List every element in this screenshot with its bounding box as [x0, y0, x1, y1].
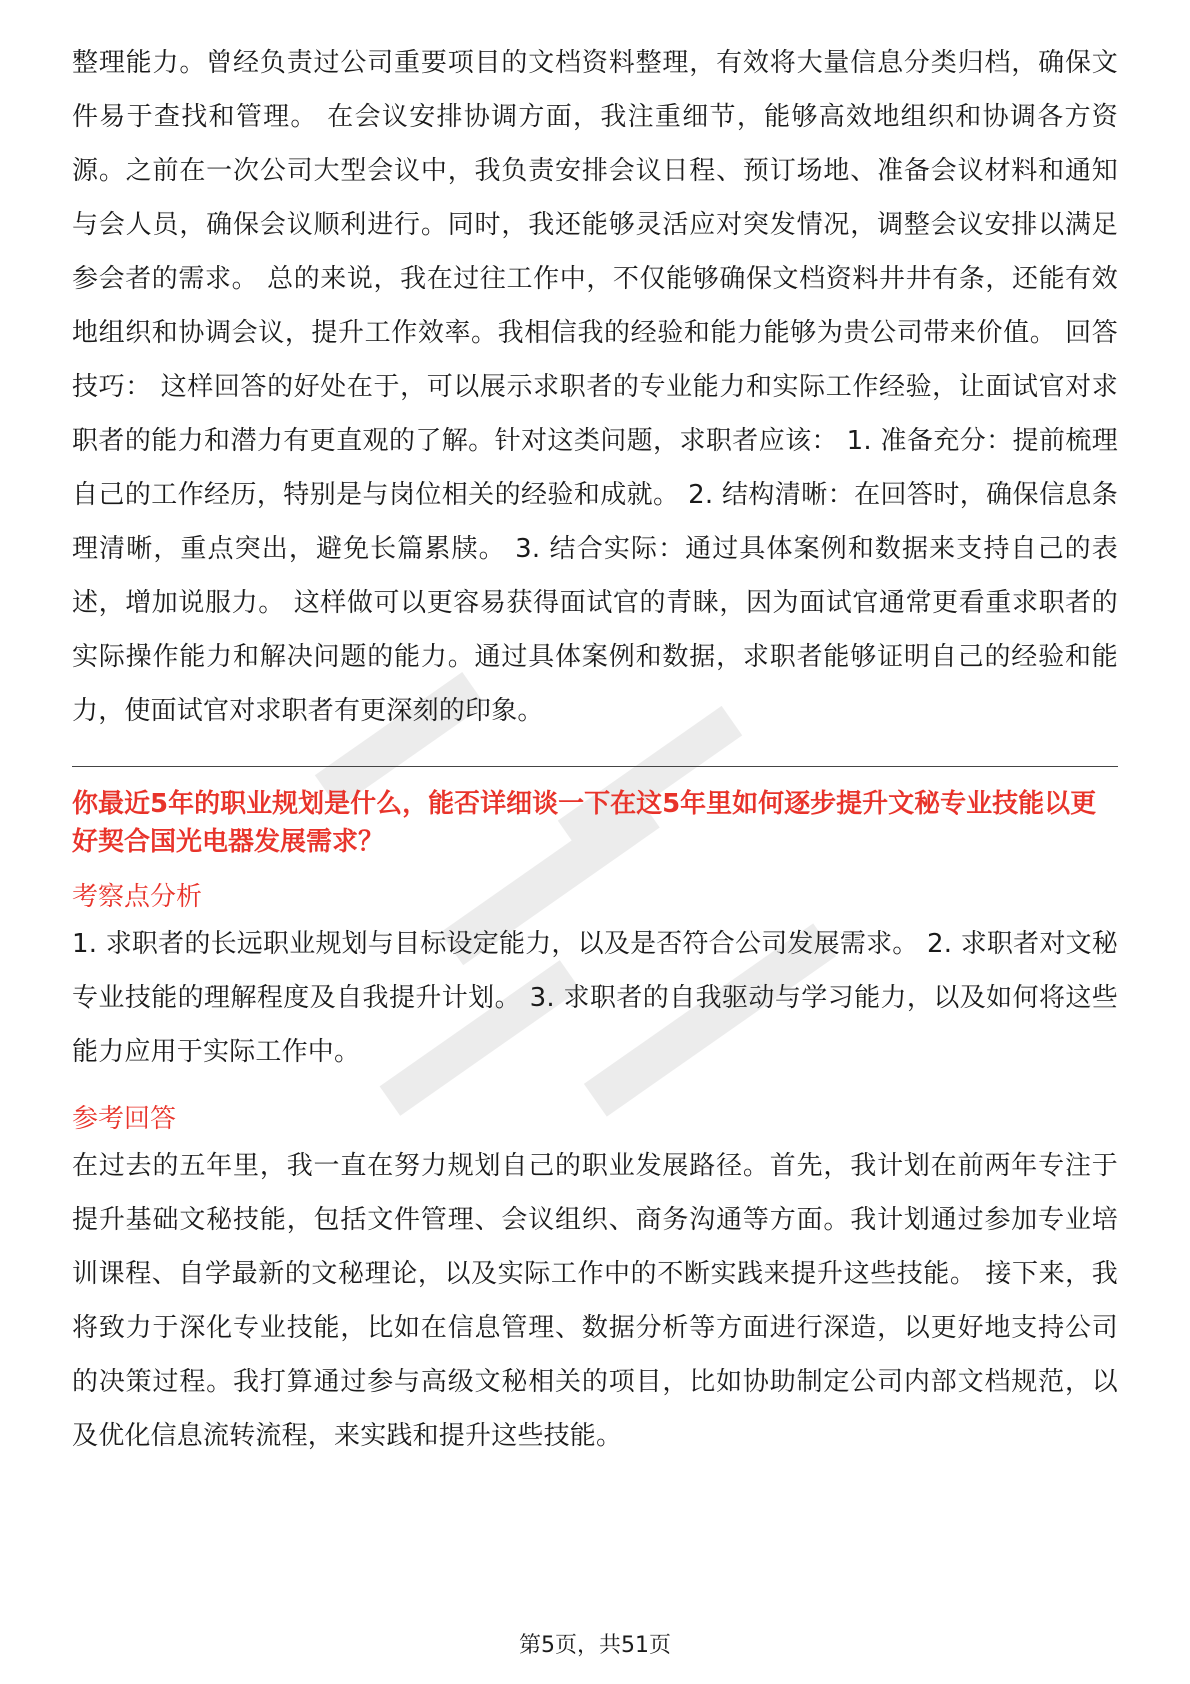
- analysis-paragraph: 1. 求职者的长远职业规划与目标设定能力，以及是否符合公司发展需求。 2. 求职者对文秘专业技能的理解程度及自我提升计划。 3. 求职者的自我驱动与学习能力，以及如何将这些能力应用于实际工作中。: [72, 929, 1118, 1067]
- analysis-heading: 考察点分析: [72, 882, 203, 912]
- interview-question: 你最近5年的职业规划是什么，能否详细谈一下在这5年里如何逐步提升文秘专业技能以更好契合国光电器发展需求？: [72, 789, 1097, 857]
- continuation-paragraph: 整理能力。曾经负责过公司重要项目的文档资料整理，有效将大量信息分类归档，确保文件易于查找和管理。 在会议安排协调方面，我注重细节，能够高效地组织和协调各方资源。之前在一次公司大型会议中，我负责安排会议日程、预订场地、准备会议材料和通知与会人员，确保会议顺利进行。同时，我还能够灵活应对突发情况，调整会议安排以满足参会者的需求。 总的来说，我在过往工作中，不仅能够确保文档资料井井有条，还能有效地组织和协调会议，提升工作效率。我相信我的经验和能力能够为贵公司带来价值。 回答技巧： 这样回答的好处在于，可以展示求职者的专业能力和实际工作经验，让面试官对求职者的能力和潜力有更直观的了解。针对这类问题，求职者应该： 1. 准备充分：提前梳理自己的工作经历，特别是与岗位相关的经验和成就。 2. 结构清晰：在回答时，确保信息条理清晰，重点突出，避免长篇累牍。 3. 结合实际：通过具体案例和数据来支持自己的表述，增加说服力。 这样做可以更容易获得面试官的青睐，因为面试官通常更看重求职者的实际操作能力和解决问题的能力。通过具体案例和数据，求职者能够证明自己的经验和能力，使面试官对求职者有更深刻的印象。: [72, 48, 1118, 726]
- page-number: 第5页，共51页: [519, 1633, 671, 1658]
- reference-answer-paragraph: 在过去的五年里，我一直在努力规划自己的职业发展路径。首先，我计划在前两年专注于提升基础文秘技能，包括文件管理、会议组织、商务沟通等方面。我计划通过参加专业培训课程、自学最新的文秘理论，以及实际工作中的不断实践来提升这些技能。 接下来，我将致力于深化专业技能，比如在信息管理、数据分析等方面进行深造，以更好地支持公司的决策过程。我打算通过参与高级文秘相关的项目，比如协助制定公司内部文档规范，以及优化信息流转流程，来实践和提升这些技能。: [72, 1151, 1118, 1451]
- document-page: [72, 36, 1118, 1463]
- reference-answer-heading: 参考回答: [72, 1104, 177, 1134]
- section-divider: [72, 766, 1118, 767]
